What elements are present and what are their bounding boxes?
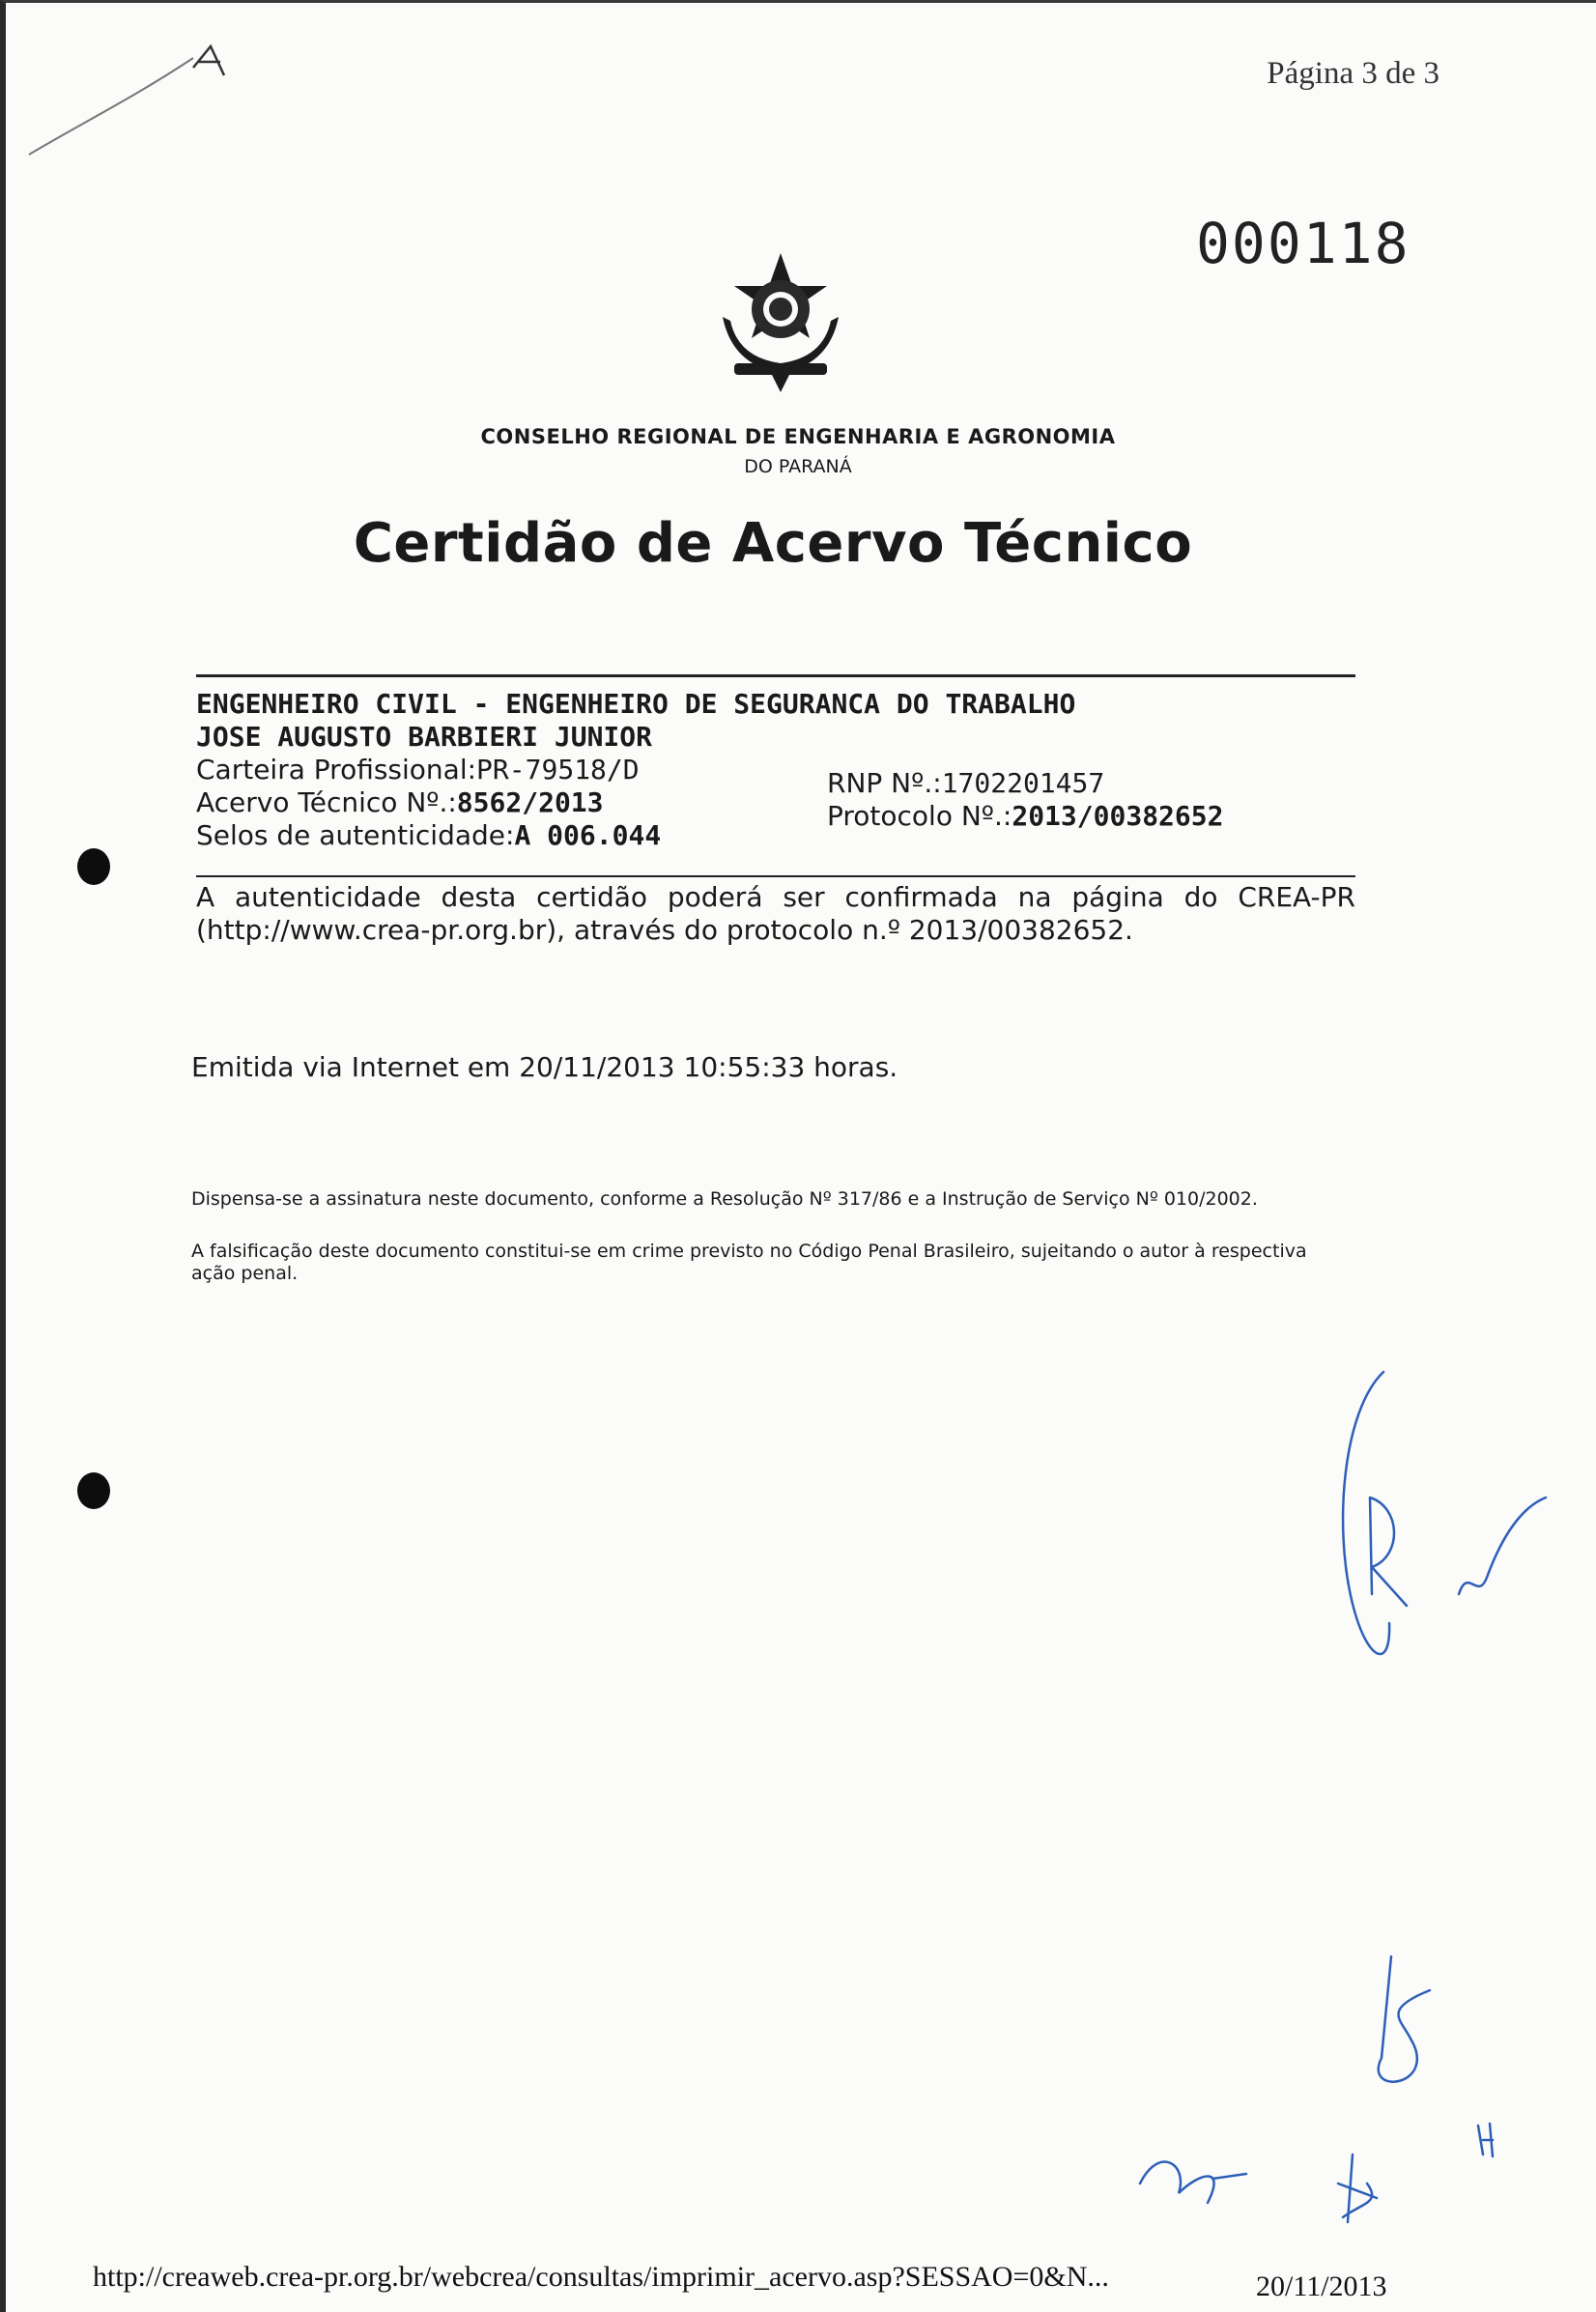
rnp-value: 1702201457 xyxy=(941,767,1105,799)
council-name: CONSELHO REGIONAL DE ENGENHARIA E AGRONOMIA xyxy=(480,425,1116,448)
footer-url[interactable]: http://creaweb.crea-pr.org.br/webcrea/consultas/imprimir_acervo.asp?SESSAO=0&N... xyxy=(93,2261,1109,2293)
stamp-number: 000118 xyxy=(1196,211,1411,276)
divider-top xyxy=(196,674,1355,677)
document-title: Certidão de Acervo Técnico xyxy=(353,512,1193,575)
acervo-tecnico xyxy=(196,786,604,818)
carteira-value: PR-79518/D xyxy=(476,754,640,785)
selos-label: Selos de autenticidade: xyxy=(196,819,515,851)
protocolo xyxy=(827,800,1224,832)
handwritten-initial xyxy=(19,29,222,164)
acervo-label: Acervo Técnico Nº.: xyxy=(196,786,457,818)
carteira-label: Carteira Profissional: xyxy=(196,754,477,785)
authenticity-notice: A autenticidade desta certidão poderá ser confirmada na página do CREA-PR (http://www.crea-pr.org.br), através do protocolo n.º 2013/00382652. xyxy=(196,881,1355,946)
emission-timestamp: Emitida via Internet em 20/11/2013 10:55:33 horas. xyxy=(191,1051,898,1083)
protocolo-value: 2013/00382652 xyxy=(1012,800,1224,832)
carteira-profissional xyxy=(196,754,640,785)
divider-middle xyxy=(196,875,1355,877)
coat-of-arms-icon xyxy=(703,249,858,394)
signature-disclaimer: Dispensa-se a assinatura neste documento, conforme a Resolução Nº 317/86 e a Instrução de Serviço Nº 010/2002. xyxy=(191,1188,1258,1210)
handwritten-initials-blue xyxy=(1121,1952,1507,2241)
page-number: Página 3 de 3 xyxy=(1267,56,1439,91)
selos-value: A 006.044 xyxy=(514,819,662,851)
rnp xyxy=(827,767,1104,799)
punch-hole xyxy=(77,848,110,885)
rnp-label: RNP Nº.: xyxy=(827,767,942,799)
holder-name: JOSE AUGUSTO BARBIERI JUNIOR xyxy=(196,721,653,753)
council-state: DO PARANÁ xyxy=(744,456,852,477)
forgery-disclaimer: A falsificação deste documento constitui-se em crime previsto no Código Penal Brasileiro, sujeitando o autor à respectiva ação penal. xyxy=(191,1241,1307,1284)
acervo-value: 8562/2013 xyxy=(456,786,604,818)
footer-date: 20/11/2013 xyxy=(1256,2270,1387,2302)
handwritten-signature-blue xyxy=(1314,1353,1565,1720)
profession: ENGENHEIRO CIVIL - ENGENHEIRO DE SEGURANCA DO TRABALHO xyxy=(196,688,1076,720)
selos-autenticidade xyxy=(196,819,661,851)
protocolo-label: Protocolo Nº.: xyxy=(827,800,1012,832)
punch-hole xyxy=(77,1472,110,1509)
